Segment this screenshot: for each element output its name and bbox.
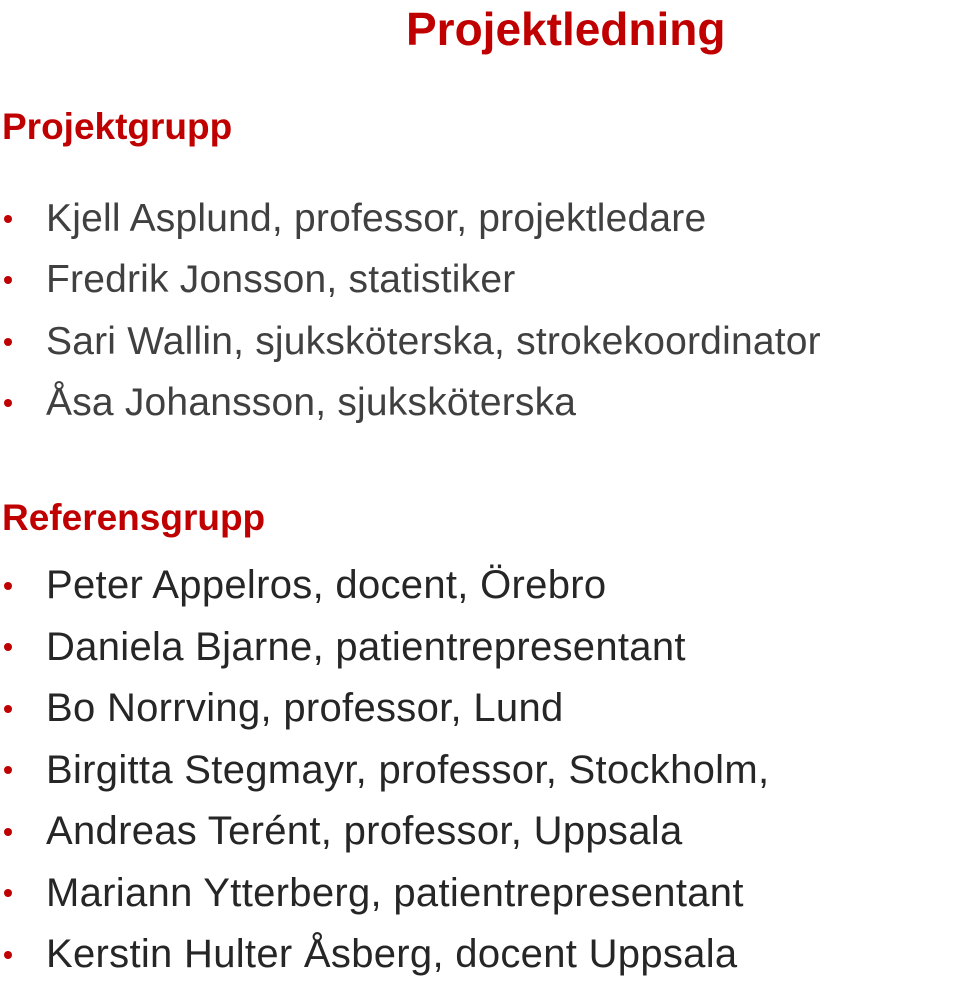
list-item <box>0 250 821 312</box>
list-item <box>0 678 769 740</box>
list-item <box>0 555 769 617</box>
bullet-icon <box>4 705 12 713</box>
bullet-icon <box>4 951 12 959</box>
referensgrupp-list <box>0 555 769 986</box>
list-item <box>0 801 769 863</box>
bullet-icon <box>4 215 12 223</box>
bullet-icon <box>4 582 12 590</box>
list-item-text: Peter Appelros, docent, Örebro <box>46 563 607 608</box>
list-item <box>0 863 769 925</box>
list-item-text: Kerstin Hulter Åsberg, docent Uppsala <box>46 932 738 977</box>
list-item-text: Birgitta Stegmayr, professor, Stockholm, <box>46 747 770 792</box>
bullet-icon <box>4 338 12 346</box>
bullet-icon <box>4 828 12 836</box>
list-item-text: Åsa Johansson, sjuksköterska <box>46 381 577 425</box>
list-item <box>0 311 821 373</box>
referensgrupp-heading: Referensgrupp <box>2 497 266 538</box>
list-item-text: Mariann Ytterberg, patientrepresentant <box>46 870 744 915</box>
bullet-icon <box>4 766 12 774</box>
list-item-text: Kjell Asplund, professor, projektledare <box>46 196 707 240</box>
list-item-text: Andreas Terént, professor, Uppsala <box>46 809 683 854</box>
bullet-icon <box>4 643 12 651</box>
list-item-text: Fredrik Jonsson, statistiker <box>46 258 516 302</box>
bullet-icon <box>4 399 12 407</box>
list-item <box>0 617 769 679</box>
list-item-text: Daniela Bjarne, patientrepresentant <box>46 624 686 669</box>
projektgrupp-list <box>0 188 821 434</box>
list-item <box>0 373 821 435</box>
list-item <box>0 740 769 802</box>
list-item <box>0 924 769 986</box>
list-item <box>0 188 821 250</box>
list-item-text: Bo Norrving, professor, Lund <box>46 686 564 731</box>
bullet-icon <box>4 889 12 897</box>
slide-title: Projektledning <box>406 3 726 55</box>
list-item-text: Sari Wallin, sjuksköterska, strokekoordinator <box>46 319 821 363</box>
bullet-icon <box>4 276 12 284</box>
projektgrupp-heading: Projektgrupp <box>2 106 233 147</box>
